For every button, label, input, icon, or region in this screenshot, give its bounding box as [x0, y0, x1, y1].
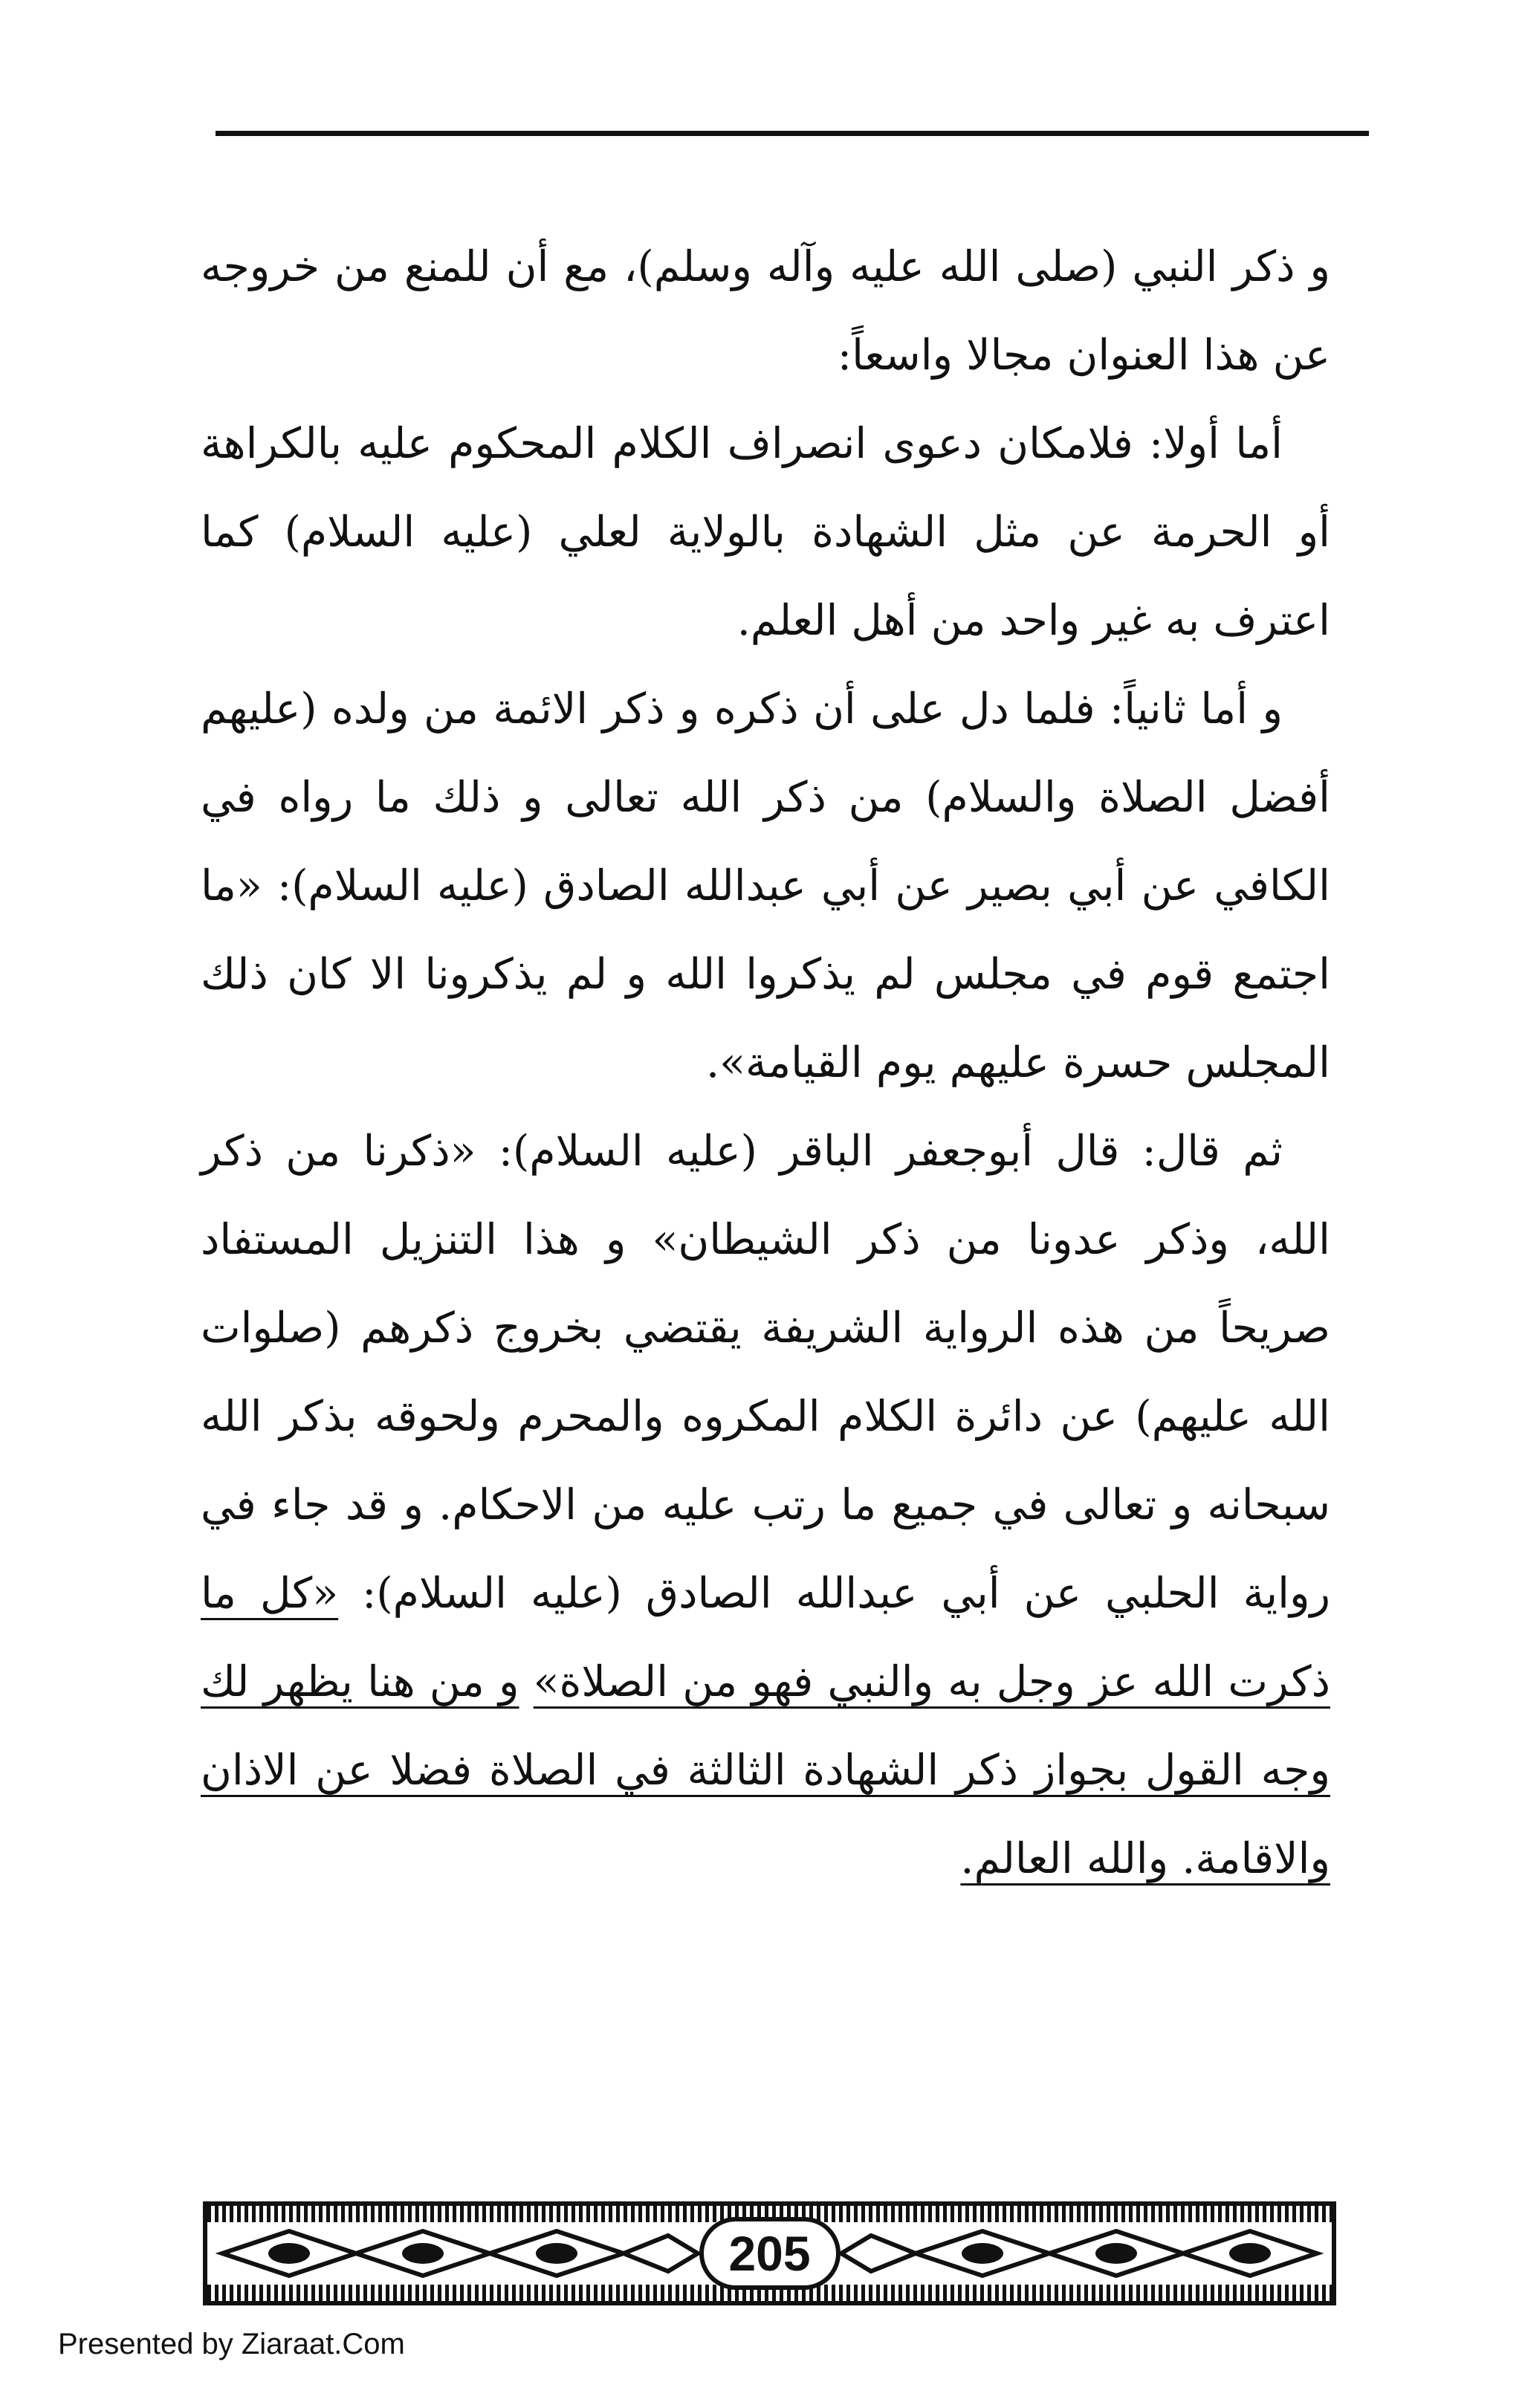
paragraph-4-text: ثم قال: قال أبوجعفر الباقر (عليه السلام): «ذكرنا من ذكر الله، وذكر عدونا من ذكر الشيطان» و هذا التنزيل المستفاد صريحاً من هذه الرواية الشريفة يقتضي بخروج ذكرهم (صلوات الله عليهم) عن دائرة الكلام المكروه والمحرم ولحوقه بذكر الله سبحانه و تعالى في جميع ما رتب عليه من الاحكام. و قد جاء في رواية الحلبي عن أبي عبدالله الصادق (عليه السلام): — [201, 1127, 1330, 1618]
top-rule — [216, 131, 1369, 136]
page-number: 205 — [699, 2217, 841, 2290]
paragraph-2: أما أولا: فلامكان دعوى انصراف الكلام المحكوم عليه بالكراهة أو الحرمة عن مثل الشهادة بالولاية لعلي (عليه السلام) كما اعترف به غير واحد من أهل العلم. — [201, 419, 1330, 645]
credit-line: Presented by Ziaraat.Com — [58, 2328, 405, 2360]
ornamental-footer-band — [203, 2201, 1336, 2305]
paragraph-4 — [201, 1107, 1330, 1903]
underlined-conclusion: و من هنا يظهر لك وجه القول بجواز ذكر الشهادة الثالثة في الصلاة فضلا عن الاذان والاقامة. والله العالم. — [201, 1657, 1330, 1883]
paragraph-3: و أما ثانياً: فلما دل على أن ذكره و ذكر الائمة من ولده (عليهم أفضل الصلاة والسلام) من ذكر الله تعالى و ذلك ما رواه في الكافي عن أبي بصير عن أبي عبدالله الصادق (عليه السلام): «ما اجتمع قوم في مجلس لم يذكروا الله و لم يذكرونا الا كان ذلك المجلس حسرة عليهم يوم القيامة». — [201, 684, 1330, 1087]
paragraph-1: و ذكر النبي (صلى الله عليه وآله وسلم)، مع أن للمنع من خروجه عن هذا العنوان مجالا واسعاً: — [201, 242, 1330, 380]
underlined-quote: «كل ما ذكرت الله عز وجل به والنبي فهو من الصلاة» — [201, 1569, 1330, 1706]
page-body — [201, 223, 1330, 1903]
